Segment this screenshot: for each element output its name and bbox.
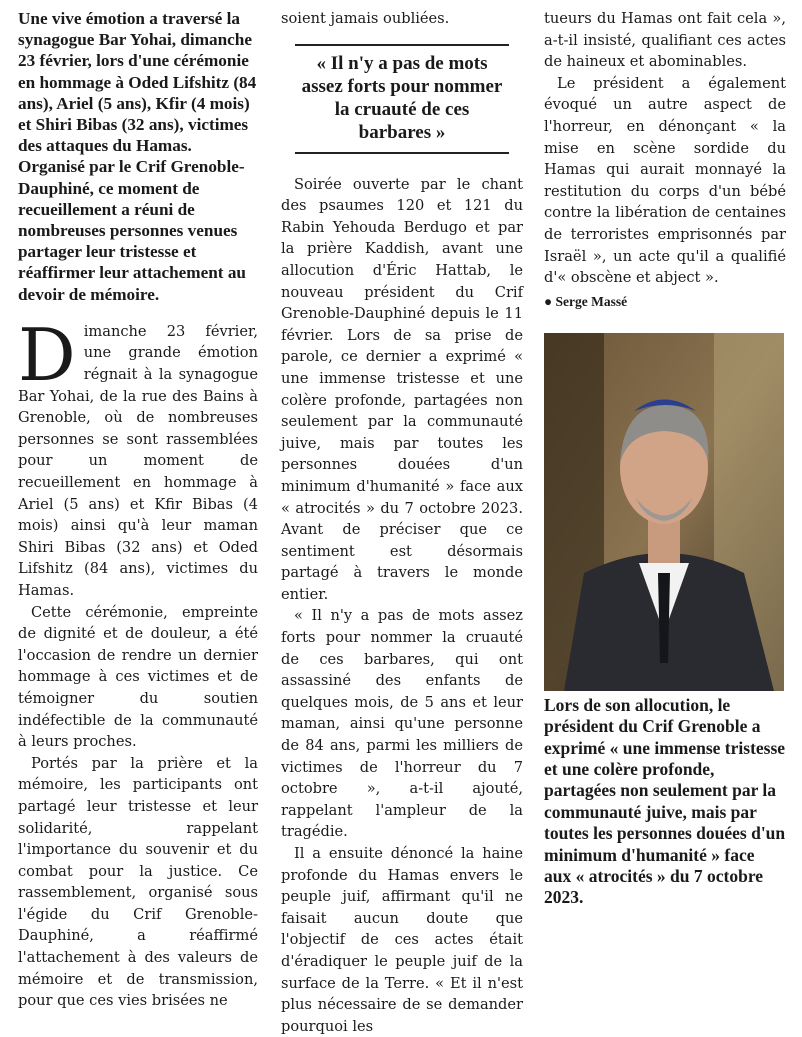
drop-cap: D <box>18 312 76 397</box>
paragraph-3: Portés par la prière et la mémoire, les participants ont partagé leur tristesse et leur solidarité, rappelant l'importance du souvenir et du combat pour la justice. Ce rassemblement, organisé sous l'égide du Crif Grenoble-Dauphiné, a réaffirmé l'attachement à des valeurs de mémoire et de transmission, pour que ces vies brisées ne <box>18 754 258 1010</box>
author-signature: ● Serge Massé <box>544 293 628 309</box>
article-body-col2 <box>281 8 523 30</box>
paragraph-8: Le président a également évoqué un autre aspect de l'horreur, en dénonçant « la mise en scène sordide du Hamas qui aurait monnayé la restitution du corps d'un bébé contre la libération de centaines de terroristes emprisonnés par Israël », un acte qu'il a qualifié d'« obscène et abject ». <box>544 74 786 287</box>
paragraph-7: tueurs du Hamas ont fait cela », a-t-il insisté, qualifiant ces actes de haineux et abominables. <box>544 10 786 71</box>
paragraph-continued: soient jamais oubliées. <box>281 10 450 27</box>
column-3 <box>544 8 786 926</box>
column-2 <box>281 8 523 1037</box>
column-1 <box>18 8 258 1012</box>
paragraph-6: Il a ensuite dénoncé la haine profonde du Hamas envers le peuple juif, affirmant qu'il ne faisait aucun doute que l'objectif de ces actes était d'éradiquer le peuple juif de la surface de la Terre. « Et il n'est plus nécessaire de se demander pourquoi les <box>281 845 523 1035</box>
paragraph-2: Cette cérémonie, empreinte de dignité et de douleur, a été l'occasion de rendre un dernier hommage à ces victimes et de témoigner du soutien indéfectible de la communauté à leurs proches. <box>18 603 258 751</box>
paragraph-1-text: imanche 23 février, une grande émotion régnait à la synagogue Bar Yohai, de la rue des Bains à Grenoble, où de nombreuses personnes se sont rassemblées pour un moment de recueillement en hommage à Ariel (5 ans) et Kfir Bibas (4 mois) ainsi qu'à leur maman Shiri Bibas (32 ans) et Oded Lifshitz (84 ans), victimes du Hamas. <box>18 322 258 599</box>
article-body-col3 <box>544 8 786 289</box>
paragraph-5: « Il n'y a pas de mots assez forts pour nommer la cruauté de ces barbares, qui ont assassiné des enfants de quelques mois, de 5 ans et leur maman, ainsi qu'une personne de 84 ans, parmi les milliers de victimes de l'horreur du 7 octobre », a-t-il ajouté, rappelant l'ampleur de la tragédie. <box>281 607 523 841</box>
paragraph-4: Soirée ouverte par le chant des psaumes 120 et 121 du Rabin Yehouda Berdugo et par la prière Kaddish, avant une allocution d'Éric Hattab, le nouveau président du Crif Grenoble-Dauphiné depuis le 11 février. Lors de sa prise de parole, ce dernier a exprimé « une immense tristesse et une colère profonde, partagées non seulement par la communauté juive, mais par toutes les personnes douées d'un minimum d'humanité » face aux « atrocités » du 7 octobre 2023. Avant de préciser que ce sentiment est désormais partagé à travers le monde entier. <box>281 175 523 603</box>
photo-caption: Lors de son allocution, le président du Crif Grenoble a exprimé « une immense tristesse et une colère profonde, partagées non seulement par la communauté juive, mais par toutes les personnes douées d'un minimum d'humanité » face aux « atrocités » du 7 octobre 2023. <box>544 694 786 908</box>
article-lead: Une vive émotion a traversé la synagogue Bar Yohai, dimanche 23 février, lors d'une cérémonie en hommage à Oded Lifshitz (84 ans), Ariel (5 ans), Kfir (4 mois) et Shiri Bibas (32 ans), victimes des attaques du Hamas. Organisé par le Crif Grenoble-Dauphiné, ce moment de recueillement a réuni de nombreuses personnes venues partager leur tristesse et réaffirmer leur attachement au devoir de mémoire. <box>18 9 257 304</box>
pull-quote: « Il n'y a pas de mots assez forts pour nommer la cruauté de ces barbares » <box>295 44 509 154</box>
speaker-photo <box>544 333 784 691</box>
article-body-col2-main <box>281 174 523 1037</box>
speaker-photo-illustration <box>544 333 784 691</box>
article-body-col1 <box>18 312 258 1012</box>
paragraph-1 <box>18 312 258 602</box>
